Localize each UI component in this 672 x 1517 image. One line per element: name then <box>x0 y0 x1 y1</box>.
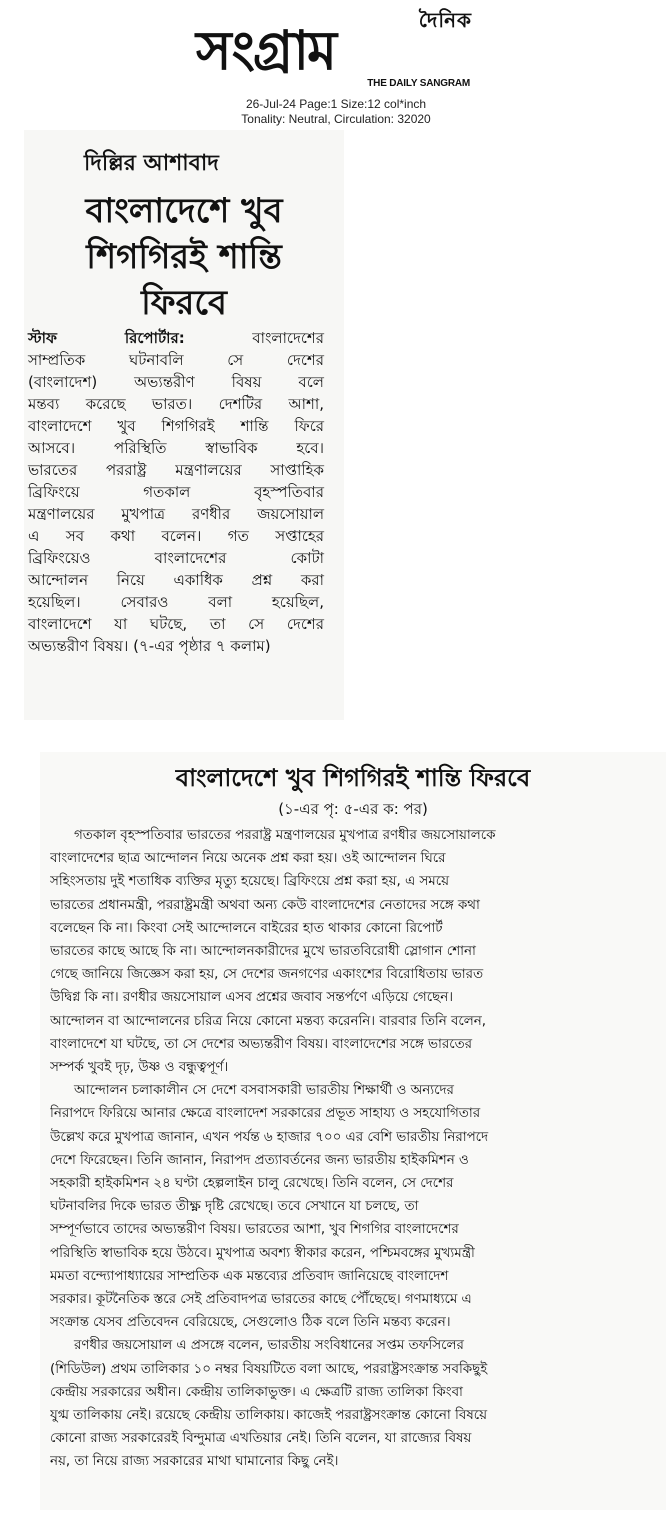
article-line: হয়েছিল। সেবারও বলা হয়েছিল, <box>28 593 324 611</box>
article-line: ব্রিফিংয়েও বাংলাদেশের কোটা <box>28 549 324 567</box>
clipping-meta-date-size: 26-Jul-24 Page:1 Size:12 col*inch <box>245 97 427 111</box>
article-kicker: দিল্লির আশাবাদ <box>84 151 219 176</box>
article-line: গেছে জানিয়ে জিজ্ঞেস করা হয়, সে দেশের জনগণের একাংশের বিরোধিতায় ভারত <box>50 967 484 983</box>
headline-line: বাংলাদেশে খুব <box>85 191 283 231</box>
article-line: সরকার। কূটনৈতিক স্তরে সেই প্রতিবাদপত্র ভারতের কাছে পৌঁছেছে। গণমাধ্যমে এ <box>50 1292 472 1308</box>
article-line: আন্দোলন চলাকালীন সে দেশে বসবাসকারী ভারতীয় শিক্ষার্থী ও অন্যদের <box>74 1083 454 1099</box>
article-line: যুগ্ম তালিকায় নেই। রয়েছে কেন্দ্রীয় তালিকায়। কাজেই পররাষ্ট্রসংক্রান্ত কোনো বিষয়ে <box>50 1408 487 1424</box>
article-line: দেশে ফিরেছেন। তিনি জানান, নিরাপদ প্রত্যাবর্তনের জন্য ভারতীয় হাইকমিশন ও <box>50 1152 469 1168</box>
byline: স্টাফ রিপোর্টার: <box>28 329 185 347</box>
article-line: বাংলাদেশে যা ঘটছে, তা সে দেশের <box>28 615 324 633</box>
article-line: নয়, তা নিয়ে রাজ্য সরকারের মাথা ঘামানোর কিছু নেই। <box>50 1454 339 1470</box>
article-line: গতকাল বৃহস্পতিবার ভারতের পররাষ্ট্র মন্ত্রণালয়ের মুখপাত্র রণধীর জয়সোয়ালকে <box>74 828 496 843</box>
article-line: সংক্রান্ত যেসব প্রতিবেদন বেরিয়েছে, সেগুলোও ঠিক বলে তিনি মন্তব্য করেন। <box>50 1315 451 1331</box>
article-line: বাংলাদেশে খুব শিগগিরই শান্তি ফিরে <box>28 417 324 435</box>
continuation-headline: বাংলাদেশে খুব শিগগিরই শান্তি ফিরবে <box>175 764 531 792</box>
article-line: ভারতের পররাষ্ট্র মন্ত্রণালয়ের সাপ্তাহিক <box>28 461 324 479</box>
continuation-body <box>50 824 662 1474</box>
continuation-clipping <box>40 752 666 1510</box>
article-line: সম্পূর্ণভাবে তাদের অভ্যন্তরীণ বিষয়। ভারতের আশা, খুব শিগগির বাংলাদেশের <box>50 1222 459 1238</box>
article-line: ব্রিফিংয়ে গতকাল বৃহস্পতিবার <box>28 483 324 501</box>
article-line: এ সব কথা বলেন। গত সপ্তাহের <box>28 527 324 545</box>
article-line: পরিস্থিতি স্বাভাবিক হয়ে উঠবে। মুখপাত্র অবশ্য স্বীকার করেন, পশ্চিমবঙ্গের মুখ্যমন্ত্রী <box>50 1245 475 1261</box>
article-headline <box>24 188 344 326</box>
newspaper-logo: সংগ্রাম <box>196 18 336 82</box>
article-line: বাংলাদেশের ছাত্র আন্দোলন নিয়ে অনেক প্রশ্ন করা হয়। ওই আন্দোলন ঘিরে <box>50 851 446 867</box>
article-line-text: বাংলাদেশের <box>252 329 324 347</box>
headline-line: ফিরবে <box>141 283 227 323</box>
article-line: সাম্প্রতিক ঘটনাবলি সে দেশের <box>28 351 324 369</box>
article-line: (বাংলাদেশ) অভ্যন্তরীণ বিষয় বলে <box>28 373 324 391</box>
article-line: (শিডিউল) প্রথম তালিকার ১০ নম্বর বিষয়টিতে বলা আছে, পররাষ্ট্রসংক্রান্ত সবকিছুই <box>50 1361 488 1377</box>
article-line: অভ্যন্তরীণ বিষয়। (৭-এর পৃষ্ঠার ৭ কলাম) <box>28 637 271 655</box>
article-line: বলেছেন কি না। কিংবা সেই আন্দোলনে বাইরের হাত থাকার কোনো রিপোর্ট <box>50 920 443 936</box>
article-line: ভারতের প্রধানমন্ত্রী, পররাষ্ট্রমন্ত্রী অথবা অন্য কেউ বাংলাদেশের নেতাদের সঙ্গে কথা <box>50 897 480 913</box>
article-line: উল্লেখ করে মুখপাত্র জানান, এখন পর্যন্ত ৬ হাজার ৭০০ এর বেশি ভারতীয় নিরাপদে <box>50 1129 489 1145</box>
front-page-clipping <box>24 130 344 720</box>
article-line: রণধীর জয়সোয়াল এ প্রসঙ্গে বলেন, ভারতীয় সংবিধানের সপ্তম তফসিলের <box>74 1338 464 1354</box>
continuation-reference: (১-এর পৃ: ৫-এর ক: পর) <box>278 800 428 818</box>
newspaper-english-name: THE DAILY SANGRAM <box>367 78 470 89</box>
article-line <box>28 327 324 349</box>
newspaper-masthead <box>196 6 476 96</box>
article-line: কেন্দ্রীয় সরকারের অধীন। কেন্দ্রীয় তালিকাভুক্ত। এ ক্ষেত্রটি রাজ্য তালিকা কিংবা <box>50 1384 463 1400</box>
article-line: ঘটনাবলির দিকে ভারত তীক্ষ্ণ দৃষ্টি রেখেছে। তবে সেখানে যা চলছে, তা <box>50 1199 419 1215</box>
article-line: কোনো রাজ্য সরকারেরই বিন্দুমাত্র এখতিয়ার নেই। তিনি বলেন, যা রাজ্যের বিষয় <box>50 1431 472 1447</box>
article-line: উদ্বিগ্ন কি না। রণধীর জয়সোয়াল এসব প্রশ্নের জবাব সন্তর্পণে এড়িয়ে গেছেন। <box>50 990 453 1006</box>
article-body <box>28 327 324 657</box>
article-line: মন্ত্রণালয়ের মুখপাত্র রণধীর জয়সোয়াল <box>28 505 324 523</box>
article-line: আসবে। পরিস্থিতি স্বাভাবিক হবে। <box>28 439 324 457</box>
article-line: আন্দোলন বা আন্দোলনের চরিত্র নিয়ে কোনো মন্তব্য করেননি। বারবার তিনি বলেন, <box>50 1013 487 1029</box>
article-line: সহকারী হাইকমিশন ২৪ ঘণ্টা হেল্পলাইন চালু রেখেছে। তিনি বলেন, সে দেশের <box>50 1176 454 1192</box>
article-line: আন্দোলন নিয়ে একাধিক প্রশ্ন করা <box>28 571 324 589</box>
masthead-dainik: দৈনিক <box>418 8 472 32</box>
article-line: সম্পর্ক খুবই দৃঢ়, উষ্ণ ও বন্ধুত্বপূর্ণ। <box>50 1060 229 1076</box>
article-line: মমতা বন্দ্যোপাধ্যায়ের সাম্প্রতিক এক মন্তব্যের প্রতিবাদ জানিয়েছে বাংলাদেশ <box>50 1268 449 1284</box>
article-line: মন্তব্য করেছে ভারত। দেশটির আশা, <box>28 395 324 413</box>
article-line: ভারতের কাছে আছে কি না। আন্দোলনকারীদের মুখে ভারতবিরোধী স্লোগান শোনা <box>50 944 476 960</box>
article-line: নিরাপদে ফিরিয়ে আনার ক্ষেত্রে বাংলাদেশ সরকারের প্রভূত সাহায্য ও সহযোগিতার <box>50 1106 481 1122</box>
clipping-meta-tonality: Tonality: Neutral, Circulation: 32020 <box>241 112 431 126</box>
article-line: সহিংসতায় দুই শতাধিক ব্যক্তির মৃত্যু হয়েছে। ব্রিফিংয়ে প্রশ্ন করা হয়, এ সময়ে <box>50 874 449 890</box>
headline-line: শিগগিরই শান্তি <box>86 237 282 277</box>
article-line: বাংলাদেশে যা ঘটছে, তা সে দেশের অভ্যন্তরীণ বিষয়। বাংলাদেশের সঙ্গে ভারতের <box>50 1036 473 1052</box>
